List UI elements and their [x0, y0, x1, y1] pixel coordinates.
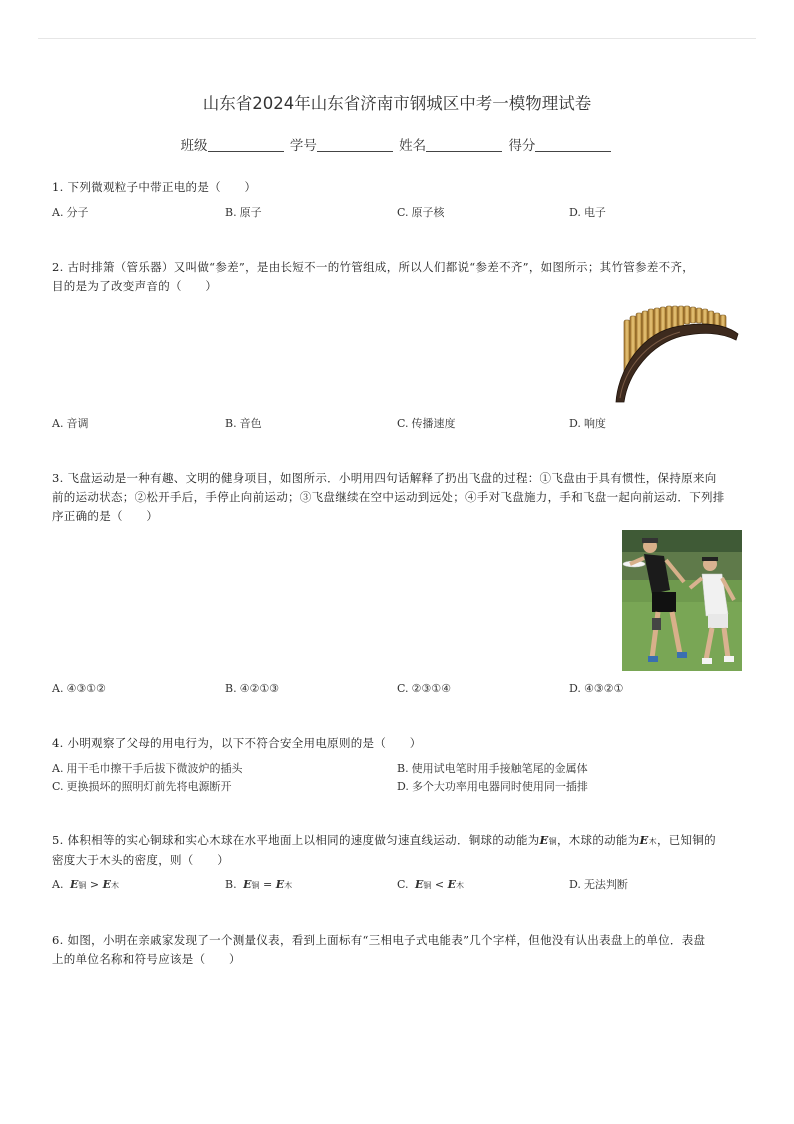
- name-label: 姓名: [399, 138, 427, 154]
- q4-option-c[interactable]: C. 更换损坏的照明灯前先将电源断开: [52, 780, 232, 793]
- question-number: 3.: [52, 471, 64, 485]
- question-number: 2.: [52, 260, 64, 274]
- q1-option-a[interactable]: A. 分子: [52, 206, 89, 219]
- question-text-line1: 如图，小明在亲戚家发现了一个测量仪表，看到上面标有“三相电子式电能表”几个字样，但他没有认出表盘上的单位．表盘: [67, 933, 706, 947]
- question-text: 下列微观粒子中带正电的是（ ）: [67, 180, 257, 194]
- question-number: 1.: [52, 180, 64, 194]
- student-info-row: [0, 134, 794, 154]
- pan-flute-image: [610, 302, 742, 406]
- question-text-line1: 古时排箫（管乐器）又叫做“参差”，是由长短不一的竹管组成，所以人们都说“参差不齐”，如图所示；其竹管参差不齐，: [67, 260, 695, 274]
- q5-option-b[interactable]: B. E铜 = E木: [225, 878, 293, 891]
- frisbee-photo: [622, 530, 742, 671]
- class-label: 班级: [180, 138, 208, 154]
- q3-option-b[interactable]: B. ④②①③: [225, 682, 280, 695]
- q1-option-d[interactable]: D. 电子: [569, 206, 606, 219]
- q4-option-a[interactable]: A. 用干毛巾擦干手后拔下微波炉的插头: [52, 762, 243, 775]
- question-number: 5.: [52, 833, 64, 847]
- q2-option-d[interactable]: D. 响度: [569, 417, 606, 430]
- student-id-blank[interactable]: [317, 137, 393, 152]
- top-divider: [38, 38, 756, 39]
- q3-option-a[interactable]: A. ④③①②: [52, 682, 106, 695]
- page-title: 山东省2024年山东省济南市钢城区中考一模物理试卷: [202, 94, 592, 113]
- question-1: [52, 178, 742, 197]
- energy-copper-symbol: E铜: [539, 833, 557, 847]
- q2-option-c[interactable]: C. 传播速度: [397, 417, 456, 430]
- q2-option-a[interactable]: A. 音调: [52, 417, 89, 430]
- q4-option-d[interactable]: D. 多个大功率用电器同时使用同一插排: [397, 780, 588, 793]
- name-blank[interactable]: [426, 137, 502, 152]
- score-label: 得分: [508, 138, 536, 154]
- q5-option-d[interactable]: D. 无法判断: [569, 878, 628, 891]
- q4-option-b[interactable]: B. 使用试电笔时用手接触笔尾的金属体: [397, 762, 588, 775]
- question-number: 4.: [52, 736, 64, 750]
- q5-option-c[interactable]: C. E铜 < E木: [397, 878, 465, 891]
- question-text-part-a: 体积相等的实心铜球和实心木球在水平地面上以相同的速度做匀速直线运动．铜球的动能为: [67, 833, 540, 847]
- question-text-line2: 上的单位名称和符号应该是（ ）: [52, 952, 241, 966]
- question-text-line2: 密度大于木头的密度，则（ ）: [52, 853, 229, 867]
- q5-option-a[interactable]: A. E铜 > E木: [52, 878, 119, 891]
- question-4: [52, 734, 742, 753]
- score-blank[interactable]: [535, 137, 611, 152]
- question-number: 6.: [52, 933, 64, 947]
- question-6: [52, 931, 742, 969]
- q3-option-d[interactable]: D. ④③②①: [569, 682, 624, 695]
- student-id-label: 学号: [289, 138, 317, 154]
- question-text-line2: 前的运动状态；②松开手后，手停止向前运动；③飞盘继续在空中运动到远处；④手对飞盘施力，手和飞盘一起向前运动．下列排: [52, 490, 725, 504]
- q1-option-b[interactable]: B. 原子: [225, 206, 262, 219]
- question-2: [52, 258, 742, 296]
- q2-option-b[interactable]: B. 音色: [225, 417, 262, 430]
- question-text-line1: 飞盘运动是一种有趣、文明的健身项目，如图所示．小明用四句话解释了扔出飞盘的过程：①飞盘由于具有惯性，保持原来向: [67, 471, 717, 485]
- question-text: 小明观察了父母的用电行为，以下不符合安全用电原则的是（ ）: [67, 736, 422, 750]
- question-5: [52, 831, 742, 870]
- q1-option-c[interactable]: C. 原子核: [397, 206, 445, 219]
- question-text-line3: 序正确的是（ ）: [52, 509, 159, 523]
- class-blank[interactable]: [208, 137, 284, 152]
- question-text-line2: 目的是为了改变声音的（ ）: [52, 279, 218, 293]
- q3-option-c[interactable]: C. ②③①④: [397, 682, 451, 695]
- question-3: [52, 469, 742, 526]
- question-text-part-b: ，木球的动能为: [556, 833, 640, 847]
- energy-wood-symbol: E木: [639, 833, 657, 847]
- question-text-part-c: ，已知铜的: [656, 833, 716, 847]
